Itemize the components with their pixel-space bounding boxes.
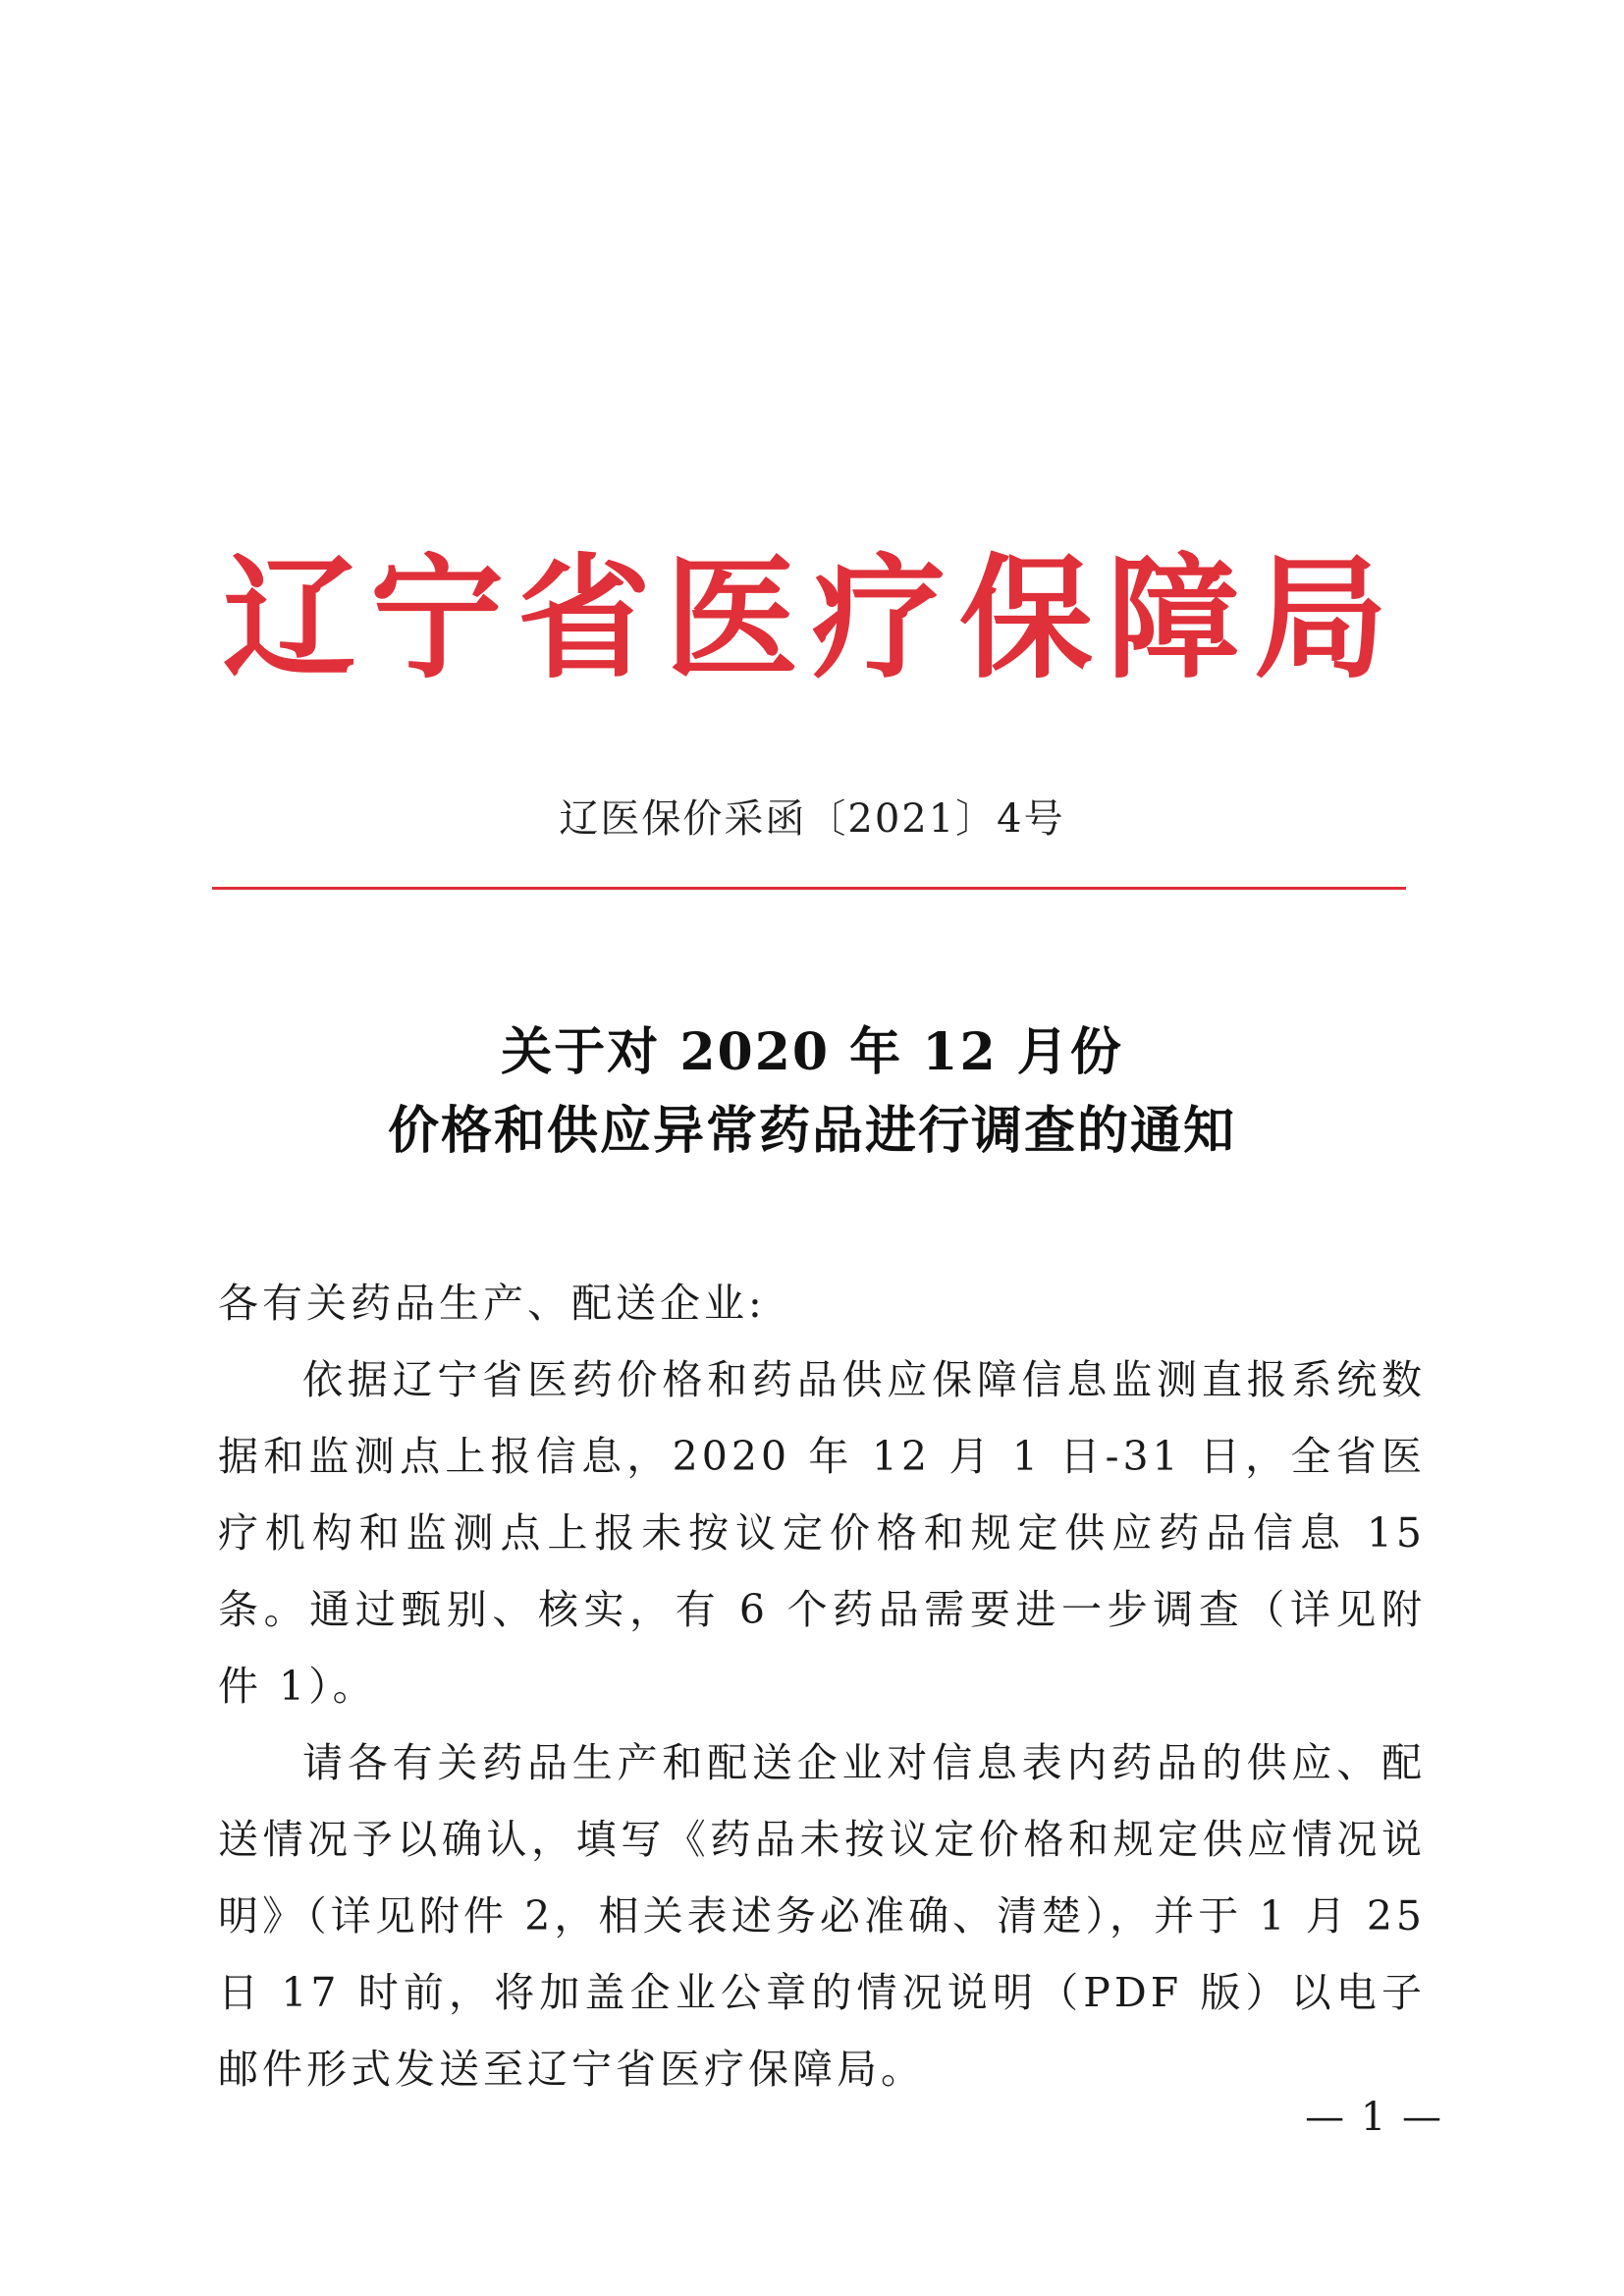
body-paragraph-2: 请各有关药品生产和配送企业对信息表内药品的供应、配送情况予以确认，填写《药品未按议定价格和规定供应情况说明》（详见附件 2，相关表述务必准确、清楚），并于 1 月 25 日 17 时前，将加盖企业公章的情况说明（PDF 版）以电子邮件形式发送至辽宁省医疗保障局。	[218, 1739, 1426, 2093]
red-divider-line	[212, 887, 1406, 890]
page-number: — 1 —	[1305, 2095, 1443, 2140]
title-line-2: 价格和供应异常药品进行调查的通知	[387, 1101, 1236, 1161]
document-number: 辽医保价采函〔2021〕4号	[559, 796, 1065, 842]
body-paragraph-1: 依据辽宁省医药价格和药品供应保障信息监测直报系统数据和监测点上报信息，2020 年 12 月 1 日-31 日，全省医疗机构和监测点上报未按议定价格和规定供应药品信息 15 条。通过甄别、核实，有 6 个药品需要进一步调查（详见附件 1）。	[218, 1356, 1426, 1710]
document-title	[0, 1013, 1624, 1171]
document-body	[218, 1265, 1426, 2107]
salutation: 各有关药品生产、配送企业:	[218, 1280, 766, 1327]
title-line-1: 关于对 2020 年 12 月份	[501, 1022, 1123, 1082]
issuing-authority-header: 辽宁省医疗保障局	[223, 540, 1401, 697]
